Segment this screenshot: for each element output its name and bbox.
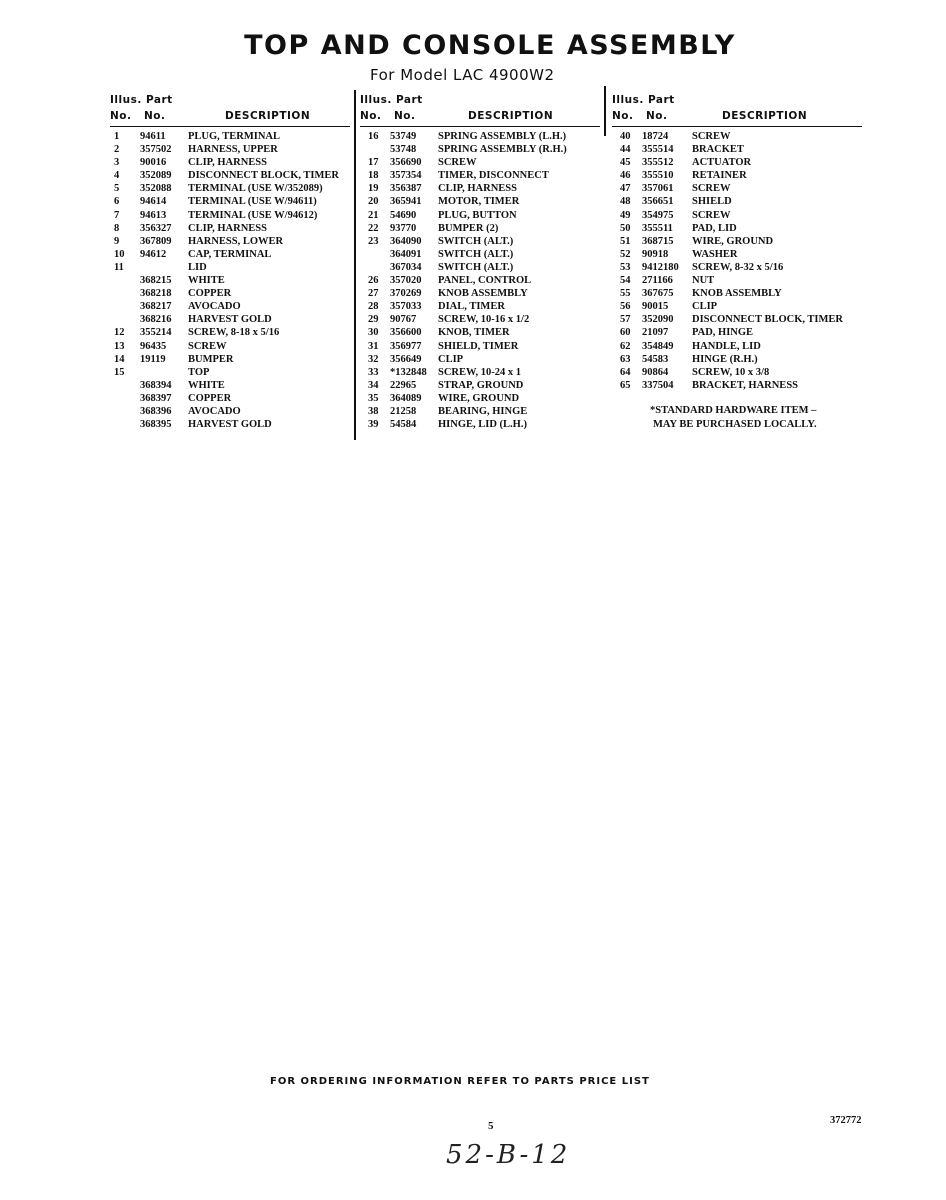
illus-number: 47	[620, 183, 631, 195]
illus-number: 26	[368, 275, 379, 287]
illus-number: 39	[368, 419, 379, 431]
part-description: SWITCH (ALT.)	[438, 261, 514, 273]
illus-number: 5	[114, 183, 120, 195]
table-row	[110, 222, 350, 235]
header-illus: Illus.	[110, 94, 142, 106]
header-rule	[360, 126, 600, 127]
part-number: 357061	[642, 183, 674, 195]
part-number: *132848	[390, 366, 427, 378]
header-description: DESCRIPTION	[722, 110, 808, 122]
illus-number: 11	[114, 261, 124, 273]
illus-number: 27	[368, 288, 379, 300]
illus-number: 56	[620, 301, 631, 313]
illus-number: 23	[368, 235, 379, 247]
illus-number: 31	[368, 340, 379, 352]
part-number: 94611	[140, 131, 166, 142]
table-row	[110, 405, 350, 418]
part-number: 356977	[390, 340, 422, 352]
illus-number: 53	[620, 261, 631, 273]
table-row	[612, 143, 862, 156]
ordering-footer: FOR ORDERING INFORMATION REFER TO PARTS PRICE LIST	[270, 1076, 650, 1087]
illus-number: 62	[620, 340, 631, 352]
table-row	[612, 326, 862, 339]
part-number: 365941	[390, 196, 422, 208]
part-number: 355514	[642, 144, 674, 156]
part-description: PAD, HINGE	[692, 327, 754, 339]
part-description: SCREW, 10-24 x 1	[438, 366, 522, 378]
part-number: 367034	[390, 261, 422, 273]
part-number: 94612	[140, 248, 167, 260]
part-description: SCREW, 8-32 x 5/16	[692, 261, 784, 273]
part-number: 356600	[390, 327, 422, 339]
part-number: 90864	[642, 366, 669, 378]
part-number: 96435	[140, 340, 167, 352]
part-number: 352089	[140, 170, 172, 182]
table-row	[110, 353, 350, 366]
column-header	[360, 90, 600, 126]
table-row	[360, 261, 600, 274]
column-divider-right	[604, 86, 606, 136]
table-row	[612, 261, 862, 274]
table-row	[612, 209, 862, 222]
part-number: 21097	[642, 327, 669, 339]
parts-column-1	[110, 90, 350, 431]
part-description: DIAL, TIMER	[438, 301, 505, 313]
part-description: SHIELD	[692, 196, 732, 208]
part-description: KNOB, TIMER	[438, 327, 510, 339]
part-number: 94613	[140, 209, 167, 221]
table-row	[360, 340, 600, 353]
illus-number: 44	[620, 144, 631, 156]
part-number: 90016	[140, 157, 167, 169]
part-description: STRAP, GROUND	[438, 379, 524, 391]
part-description: PAD, LID	[692, 222, 737, 234]
part-number: 368215	[140, 275, 172, 287]
part-description: BUMPER (2)	[438, 222, 499, 234]
part-description: WASHER	[692, 248, 738, 260]
part-description: SCREW	[692, 183, 731, 195]
part-description: HINGE (R.H.)	[692, 353, 758, 365]
part-number: 355214	[140, 327, 172, 339]
part-number: 370269	[390, 288, 422, 300]
table-row	[110, 195, 350, 208]
table-row	[360, 248, 600, 261]
part-description: PLUG, TERMINAL	[188, 131, 280, 142]
part-number: 356651	[642, 196, 674, 208]
illus-number: 2	[114, 144, 120, 156]
header-description: DESCRIPTION	[225, 110, 311, 122]
table-row	[110, 287, 350, 300]
illus-number: 52	[620, 248, 631, 260]
illus-number: 48	[620, 196, 631, 208]
table-row	[360, 222, 600, 235]
part-description: AVOCADO	[188, 405, 241, 417]
part-number: 337504	[642, 379, 674, 391]
table-row	[110, 261, 350, 274]
header-part-no: No.	[393, 110, 416, 122]
table-row	[110, 300, 350, 313]
illus-number: 63	[620, 353, 631, 365]
part-number: 356327	[140, 222, 172, 234]
table-row	[612, 313, 862, 326]
part-number: 22965	[390, 379, 417, 391]
part-number: 9412180	[642, 261, 679, 273]
table-row	[360, 326, 600, 339]
table-row	[110, 248, 350, 261]
table-row	[360, 156, 600, 169]
part-description: WHITE	[188, 275, 225, 287]
table-row	[612, 274, 862, 287]
part-description: CLIP, HARNESS	[438, 183, 517, 195]
table-row	[360, 353, 600, 366]
table-row	[612, 169, 862, 182]
part-number: 368218	[140, 288, 172, 300]
part-number: 364089	[390, 392, 422, 404]
parts-list	[110, 130, 350, 431]
table-row	[110, 156, 350, 169]
note-line-1: *STANDARD HARDWARE ITEM –	[650, 405, 817, 416]
part-number: 54583	[642, 353, 669, 365]
part-description: COPPER	[188, 288, 232, 300]
table-row	[110, 130, 350, 143]
table-row	[612, 248, 862, 261]
part-number: 368216	[140, 314, 172, 326]
illus-number: 34	[368, 379, 379, 391]
illus-number: 55	[620, 288, 631, 300]
header-rule	[612, 126, 862, 127]
part-description: DISCONNECT BLOCK, TIMER	[692, 314, 844, 326]
part-number: 354975	[642, 209, 674, 221]
part-number: 53749	[390, 131, 417, 142]
table-row	[612, 156, 862, 169]
header-illus-no: No.	[612, 110, 634, 122]
illus-number: 16	[368, 131, 379, 142]
part-number: 355511	[642, 222, 673, 234]
part-number: 355510	[642, 170, 674, 182]
part-description: TOP	[188, 366, 210, 378]
part-description: SWITCH (ALT.)	[438, 235, 514, 247]
part-number: 90767	[390, 314, 417, 326]
illus-number: 28	[368, 301, 379, 313]
column-header	[612, 90, 862, 126]
part-description: MOTOR, TIMER	[438, 196, 520, 208]
part-description: PANEL, CONTROL	[438, 275, 532, 287]
part-description: BEARING, HINGE	[438, 405, 528, 417]
part-number: 90918	[642, 248, 669, 260]
table-row	[110, 392, 350, 405]
table-row	[360, 130, 600, 143]
table-row	[110, 182, 350, 195]
illus-number: 46	[620, 170, 631, 182]
part-number: 356387	[390, 183, 422, 195]
part-number: 352090	[642, 314, 674, 326]
table-row	[612, 182, 862, 195]
hardware-note	[650, 404, 850, 432]
part-description: WHITE	[188, 379, 225, 391]
table-row	[110, 366, 350, 379]
handwritten-note: 52-B-12	[446, 1140, 571, 1170]
part-description: CLIP	[692, 301, 718, 313]
table-row	[612, 222, 862, 235]
table-row	[612, 287, 862, 300]
part-description: SCREW	[438, 157, 477, 169]
header-illus: Illus.	[612, 94, 644, 106]
table-row	[360, 182, 600, 195]
header-illus: Illus.	[360, 94, 392, 106]
table-row	[360, 366, 600, 379]
part-number: 18724	[642, 131, 669, 142]
part-number: 357354	[390, 170, 422, 182]
illus-number: 15	[114, 366, 125, 378]
part-number: 357502	[140, 144, 172, 156]
part-description: AVOCADO	[188, 301, 241, 313]
parts-column-3	[612, 90, 862, 392]
illus-number: 60	[620, 327, 631, 339]
illus-number: 12	[114, 327, 125, 339]
part-number: 355512	[642, 157, 674, 169]
table-row	[360, 313, 600, 326]
illus-number: 32	[368, 353, 379, 365]
table-row	[612, 353, 862, 366]
illus-number: 19	[368, 183, 379, 195]
illus-number: 4	[114, 170, 120, 182]
part-description: TERMINAL (USE W/352089)	[188, 183, 323, 195]
header-illus-no: No.	[360, 110, 382, 122]
illus-number: 57	[620, 314, 631, 326]
table-row	[360, 287, 600, 300]
part-number: 368396	[140, 405, 172, 417]
table-row	[360, 418, 600, 431]
part-number: 94614	[140, 196, 167, 208]
part-description: CLIP, HARNESS	[188, 157, 267, 169]
header-part-no: No.	[645, 110, 668, 122]
header-part: Part	[647, 94, 675, 106]
table-row	[612, 130, 862, 143]
table-row	[360, 300, 600, 313]
part-description: WIRE, GROUND	[692, 235, 774, 247]
table-row	[612, 366, 862, 379]
illus-number: 30	[368, 327, 379, 339]
illus-number: 65	[620, 379, 631, 391]
part-description: CLIP, HARNESS	[188, 222, 267, 234]
note-line-2: MAY BE PURCHASED LOCALLY.	[653, 419, 817, 430]
part-description: PLUG, BUTTON	[438, 209, 517, 221]
part-number: 368217	[140, 301, 172, 313]
part-description: WIRE, GROUND	[438, 392, 520, 404]
table-row	[612, 340, 862, 353]
part-description: TERMINAL (USE W/94611)	[188, 196, 317, 208]
part-description: KNOB ASSEMBLY	[692, 288, 782, 300]
parts-list	[612, 130, 862, 392]
header-part-no: No.	[143, 110, 166, 122]
part-number: 357020	[390, 275, 422, 287]
part-description: BUMPER	[188, 353, 234, 365]
part-number: 352088	[140, 183, 172, 195]
part-number: 354849	[642, 340, 674, 352]
part-number: 54584	[390, 419, 417, 431]
part-number: 368395	[140, 419, 172, 431]
table-row	[360, 379, 600, 392]
part-description: SPRING ASSEMBLY (R.H.)	[438, 144, 567, 156]
table-row	[612, 300, 862, 313]
part-description: SHIELD, TIMER	[438, 340, 519, 352]
table-row	[110, 340, 350, 353]
illus-number: 7	[114, 209, 120, 221]
table-row	[110, 143, 350, 156]
part-description: DISCONNECT BLOCK, TIMER	[188, 170, 340, 182]
part-description: SCREW	[692, 131, 731, 142]
table-row	[360, 405, 600, 418]
table-row	[110, 379, 350, 392]
part-description: CAP, TERMINAL	[188, 248, 272, 260]
part-description: TIMER, DISCONNECT	[438, 170, 549, 182]
illus-number: 22	[368, 222, 379, 234]
illus-number: 20	[368, 196, 379, 208]
table-row	[110, 326, 350, 339]
part-number: 368715	[642, 235, 674, 247]
part-description: SCREW	[692, 209, 731, 221]
illus-number: 40	[620, 131, 631, 142]
part-description: SWITCH (ALT.)	[438, 248, 514, 260]
illus-number: 21	[368, 209, 379, 221]
part-number: 53748	[390, 144, 417, 156]
part-description: HANDLE, LID	[692, 340, 761, 352]
part-description: HARNESS, UPPER	[188, 144, 278, 156]
illus-number: 33	[368, 366, 379, 378]
part-description: BRACKET, HARNESS	[692, 379, 798, 391]
part-description: SCREW	[188, 340, 227, 352]
part-number: 356690	[390, 157, 422, 169]
part-description: BRACKET	[692, 144, 744, 156]
part-description: SPRING ASSEMBLY (L.H.)	[438, 131, 567, 142]
illus-number: 64	[620, 366, 631, 378]
page-number: 5	[488, 1120, 494, 1132]
illus-number: 10	[114, 248, 125, 260]
part-number: 93770	[390, 222, 417, 234]
illus-number: 17	[368, 157, 379, 169]
part-description: TERMINAL (USE W/94612)	[188, 209, 318, 221]
part-description: RETAINER	[692, 170, 747, 182]
table-row	[360, 209, 600, 222]
header-description: DESCRIPTION	[468, 110, 554, 122]
illus-number: 18	[368, 170, 379, 182]
part-number: 368397	[140, 392, 172, 404]
part-number: 90015	[642, 301, 669, 313]
part-description: SCREW, 10-16 x 1/2	[438, 314, 530, 326]
table-row	[110, 209, 350, 222]
illus-number: 50	[620, 222, 631, 234]
illus-number: 54	[620, 275, 631, 287]
illus-number: 1	[114, 131, 120, 142]
part-number: 54690	[390, 209, 417, 221]
part-description: KNOB ASSEMBLY	[438, 288, 528, 300]
part-description: SCREW, 10 x 3/8	[692, 366, 770, 378]
part-description: SCREW, 8-18 x 5/16	[188, 327, 280, 339]
table-row	[110, 169, 350, 182]
illus-number: 51	[620, 235, 631, 247]
part-number: 367675	[642, 288, 674, 300]
table-row	[110, 313, 350, 326]
part-number: 21258	[390, 405, 417, 417]
table-row	[612, 195, 862, 208]
illus-number: 9	[114, 235, 120, 247]
illus-number: 38	[368, 405, 379, 417]
illus-number: 6	[114, 196, 120, 208]
part-number: 19119	[140, 353, 166, 365]
part-number: 271166	[642, 275, 673, 287]
table-row	[110, 418, 350, 431]
model-subtitle: For Model LAC 4900W2	[370, 66, 555, 84]
table-row	[360, 195, 600, 208]
table-row	[360, 169, 600, 182]
part-description: HINGE, LID (L.H.)	[438, 419, 527, 431]
part-number: 357033	[390, 301, 422, 313]
header-rule	[110, 126, 350, 127]
part-description: ACTUATOR	[692, 157, 752, 169]
header-part: Part	[145, 94, 173, 106]
parts-list	[360, 130, 600, 431]
header-illus-no: No.	[110, 110, 132, 122]
illus-number: 35	[368, 392, 379, 404]
table-row	[360, 143, 600, 156]
part-description: CLIP	[438, 353, 464, 365]
part-description: NUT	[692, 275, 715, 287]
part-description: HARVEST GOLD	[188, 419, 272, 431]
column-header	[110, 90, 350, 126]
illus-number: 13	[114, 340, 125, 352]
page-title: TOP AND CONSOLE ASSEMBLY	[244, 30, 736, 61]
table-row	[110, 274, 350, 287]
part-number: 356649	[390, 353, 422, 365]
illus-number: 14	[114, 353, 125, 365]
part-description: HARVEST GOLD	[188, 314, 272, 326]
part-number: 364090	[390, 235, 422, 247]
part-description: COPPER	[188, 392, 232, 404]
illus-number: 49	[620, 209, 631, 221]
table-row	[360, 274, 600, 287]
table-row	[612, 235, 862, 248]
column-divider-left	[354, 90, 356, 440]
illus-number: 45	[620, 157, 631, 169]
table-row	[360, 235, 600, 248]
part-number: 368394	[140, 379, 172, 391]
document-number: 372772	[830, 1115, 862, 1126]
part-number: 367809	[140, 235, 172, 247]
part-description: LID	[188, 261, 207, 273]
table-row	[110, 235, 350, 248]
table-row	[612, 379, 862, 392]
parts-column-2	[360, 90, 600, 431]
illus-number: 8	[114, 222, 120, 234]
part-number: 364091	[390, 248, 422, 260]
illus-number: 29	[368, 314, 379, 326]
header-part: Part	[395, 94, 423, 106]
table-row	[360, 392, 600, 405]
illus-number: 3	[114, 157, 120, 169]
part-description: HARNESS, LOWER	[188, 235, 284, 247]
